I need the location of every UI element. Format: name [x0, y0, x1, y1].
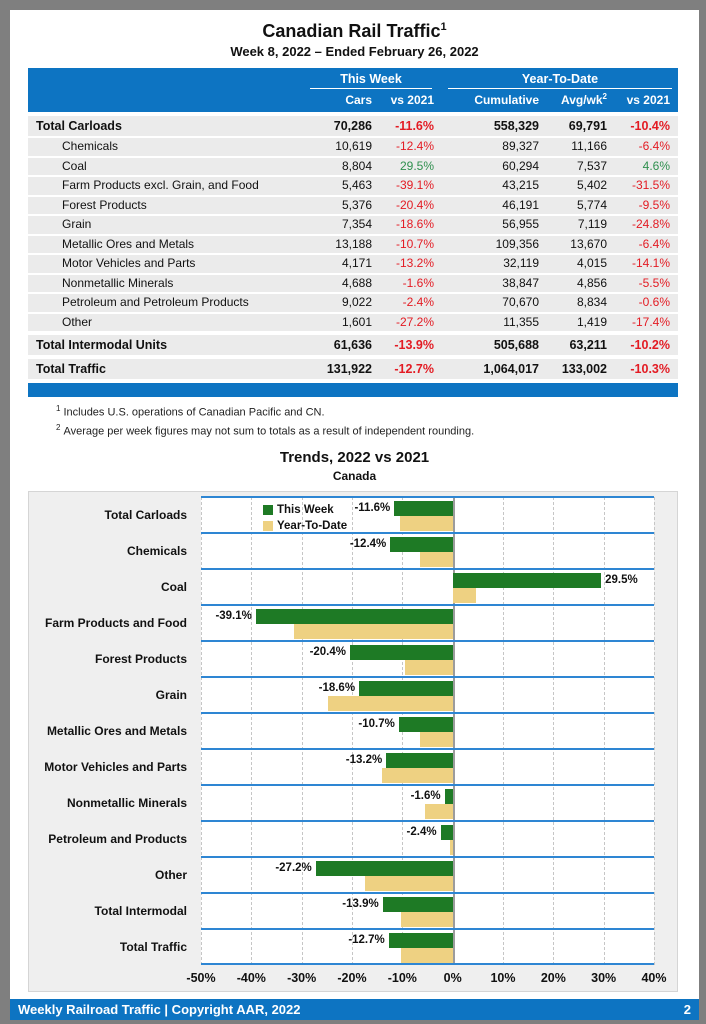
category-label: Chemicals — [126, 544, 187, 559]
column-header-cumulative: Cumulative — [474, 93, 539, 107]
row-label: Total Traffic — [36, 362, 106, 376]
table-body — [28, 116, 678, 379]
cell-vs2021-ytd: -10.3% — [630, 362, 670, 376]
ytd-bar — [401, 912, 452, 927]
this-week-bar — [386, 753, 452, 768]
cell-vs2021-ytd: -0.6% — [638, 295, 670, 309]
category-label: Metallic Ores and Metals — [46, 724, 187, 739]
cell-cars: 1,601 — [341, 314, 372, 329]
cell-vs2021-week: -2.4% — [402, 295, 434, 309]
category-label: Other — [154, 868, 187, 883]
axis-tick-label: -30% — [287, 971, 317, 986]
column-header-vs2021-week: vs 2021 — [390, 93, 434, 107]
cell-cumulative: 38,847 — [502, 275, 539, 290]
cell-avg-wk: 4,856 — [576, 275, 607, 290]
cell-cumulative: 70,670 — [502, 295, 539, 309]
table-column-header-row — [28, 89, 678, 107]
category-label: Nonmetallic Minerals — [66, 796, 187, 811]
ytd-bar — [420, 552, 452, 567]
column-header-cars: Cars — [345, 93, 372, 107]
cell-vs2021-ytd: -14.1% — [631, 256, 670, 270]
cell-avg-wk: 11,166 — [571, 139, 607, 153]
table-row — [28, 158, 678, 176]
page-title — [10, 21, 699, 42]
bar-value-label: -13.9% — [342, 898, 379, 911]
legend-swatch-icon — [263, 521, 273, 531]
axis-tick-label: 10% — [490, 971, 516, 986]
row-label: Farm Products excl. Grain, and Food — [62, 178, 259, 192]
ytd-bar — [420, 732, 452, 747]
bar-value-label: -11.6% — [354, 502, 391, 515]
table-row — [28, 116, 678, 136]
ytd-bar — [328, 696, 453, 711]
row-label: Grain — [62, 217, 92, 231]
bar-value-label: -18.6% — [318, 682, 356, 695]
axis-tick-label: -10% — [387, 971, 417, 986]
cell-avg-wk: 5,402 — [576, 178, 607, 192]
row-separator — [201, 640, 654, 642]
row-label: Nonmetallic Minerals — [62, 275, 174, 290]
cell-vs2021-week: -1.6% — [402, 275, 434, 290]
cell-avg-wk: 69,791 — [568, 119, 607, 133]
page-title-text: Canadian Rail Traffic — [262, 21, 441, 41]
bar-value-label: -39.1% — [215, 610, 252, 623]
row-separator — [201, 820, 654, 822]
cell-cars: 4,171 — [341, 256, 372, 270]
table-row — [28, 255, 678, 273]
cell-vs2021-week: -27.2% — [395, 314, 434, 329]
bar-value-label: 29.5% — [605, 574, 638, 587]
table-row — [28, 177, 678, 195]
category-label: Farm Products and Food — [44, 616, 187, 631]
category-label: Coal — [160, 580, 187, 595]
cell-cumulative: 43,215 — [502, 178, 539, 192]
axis-tick-label: 30% — [591, 971, 617, 986]
cell-vs2021-ytd: -6.4% — [638, 139, 670, 153]
row-separator — [201, 784, 654, 786]
category-label: Total Carloads — [104, 508, 187, 523]
table-row — [28, 314, 678, 332]
cell-avg-wk: 7,119 — [577, 217, 607, 231]
row-label: Chemicals — [62, 139, 119, 153]
this-week-bar — [350, 645, 453, 660]
table-row — [28, 294, 678, 312]
category-label: Motor Vehicles and Parts — [44, 760, 187, 775]
ytd-bar — [453, 588, 476, 603]
cell-cumulative: 558,329 — [493, 119, 539, 133]
table-end-bar — [28, 383, 678, 397]
legend-item-this-week — [263, 502, 347, 518]
row-separator — [201, 748, 654, 750]
legend-label: Year-To-Date — [277, 520, 348, 533]
table-header — [28, 68, 678, 112]
this-week-bar — [441, 825, 453, 840]
cell-cumulative: 60,294 — [502, 158, 539, 173]
cell-cars: 131,922 — [326, 362, 372, 376]
cell-vs2021-week: -39.1% — [395, 178, 434, 192]
axis-tick-label: -40% — [236, 971, 266, 986]
avg-wk-footnote-marker: 2 — [602, 92, 607, 101]
ytd-bar — [405, 660, 453, 675]
table-row — [28, 359, 678, 379]
axis-tick-label: -20% — [337, 971, 367, 986]
cell-vs2021-week: -12.4% — [395, 139, 434, 153]
row-separator — [201, 856, 654, 858]
cell-cars: 4,688 — [341, 275, 372, 290]
cell-vs2021-ytd: -5.5% — [638, 275, 670, 290]
axis-tick-label: 20% — [540, 971, 566, 986]
ytd-bar — [425, 804, 453, 819]
cell-avg-wk: 4,015 — [576, 256, 607, 270]
cell-cars: 5,463 — [341, 178, 372, 192]
cell-vs2021-ytd: -9.5% — [638, 197, 670, 212]
chart-subtitle: Canada — [332, 469, 377, 484]
row-separator — [201, 963, 654, 965]
footnote-marker: 1 — [56, 404, 61, 413]
cell-vs2021-week: -13.2% — [395, 256, 434, 270]
this-week-bar — [399, 717, 453, 732]
cell-vs2021-week: -20.4% — [395, 197, 434, 212]
ytd-bar — [400, 516, 452, 531]
cell-vs2021-week: -13.9% — [394, 338, 434, 352]
cell-vs2021-week: 29.5% — [399, 158, 434, 173]
row-label: Petroleum and Petroleum Products — [62, 295, 249, 309]
category-label: Petroleum and Products — [48, 832, 187, 847]
cell-avg-wk: 133,002 — [561, 362, 607, 376]
table-row — [28, 275, 678, 293]
axis-tick-label: -50% — [186, 971, 216, 986]
cell-cumulative: 56,955 — [502, 217, 539, 231]
cell-vs2021-ytd: -10.2% — [630, 338, 670, 352]
legend-label: This Week — [277, 504, 334, 517]
trends-bar-chart — [28, 491, 678, 992]
chart-plot-area — [201, 497, 654, 965]
this-week-bar — [359, 681, 453, 696]
cell-avg-wk: 7,537 — [576, 158, 607, 173]
footnote-text: Average per week figures may not sum to totals as a result of independent rounding. — [63, 425, 475, 438]
cell-vs2021-ytd: -10.4% — [630, 119, 670, 133]
footnote — [56, 423, 699, 438]
category-label: Grain — [155, 688, 187, 703]
this-week-bar — [256, 609, 453, 624]
cell-vs2021-ytd: -17.4% — [631, 314, 670, 329]
title-footnote-marker: 1 — [440, 21, 447, 33]
legend-swatch-icon — [263, 505, 273, 515]
row-separator — [201, 892, 654, 894]
row-label: Total Intermodal Units — [36, 338, 168, 352]
group-header-ytd: Year-To-Date — [448, 72, 672, 89]
this-week-bar — [453, 573, 601, 588]
axis-tick-label: 40% — [641, 971, 667, 986]
this-week-bar — [390, 537, 452, 552]
cell-cars: 9,022 — [341, 295, 372, 309]
bar-value-label: -10.7% — [358, 718, 395, 731]
bar-value-label: -1.6% — [410, 790, 441, 803]
page-subtitle: Week 8, 2022 – Ended February 26, 2022 — [230, 44, 479, 59]
ytd-bar — [294, 624, 453, 639]
axis-tick-label: 0% — [443, 971, 462, 986]
chart-title: Trends, 2022 vs 2021 — [279, 449, 430, 467]
cell-cars: 7,354 — [341, 217, 372, 231]
cell-vs2021-ytd: -6.4% — [638, 236, 670, 251]
table-row — [28, 138, 678, 156]
footnote-marker: 2 — [56, 422, 61, 432]
cell-cars: 13,188 — [335, 236, 372, 251]
this-week-bar — [383, 897, 453, 912]
ytd-bar — [365, 876, 453, 891]
cell-cars: 61,636 — [333, 338, 372, 352]
column-header-vs2021-ytd: vs 2021 — [626, 93, 670, 107]
cell-cumulative: 46,191 — [502, 197, 539, 212]
footnotes — [56, 404, 699, 437]
table-row — [28, 197, 678, 215]
row-label: Other — [62, 314, 93, 329]
this-week-bar — [394, 501, 452, 516]
row-separator — [201, 568, 654, 570]
cell-vs2021-ytd: 4.6% — [642, 158, 670, 173]
row-separator — [201, 712, 654, 714]
avg-wk-text: Avg/wk — [560, 93, 603, 107]
bar-value-label: -27.2% — [275, 862, 312, 875]
category-label: Total Traffic — [119, 940, 187, 955]
cell-cumulative: 109,356 — [495, 236, 539, 251]
row-label: Metallic Ores and Metals — [62, 236, 195, 251]
ytd-bar — [401, 948, 453, 963]
cell-vs2021-week: -11.6% — [395, 119, 434, 133]
cell-vs2021-week: -18.6% — [395, 217, 434, 231]
bar-value-label: -20.4% — [309, 646, 346, 659]
cell-cumulative: 505,688 — [493, 338, 539, 352]
cell-cars: 70,286 — [333, 119, 372, 133]
cell-avg-wk: 5,774 — [576, 197, 607, 212]
bar-value-label: -12.4% — [349, 538, 387, 551]
cell-avg-wk: 8,834 — [576, 295, 607, 309]
traffic-table — [28, 68, 678, 397]
cell-vs2021-ytd: -24.8% — [631, 217, 670, 231]
gridline — [654, 497, 655, 965]
cell-avg-wk: 63,211 — [569, 338, 607, 352]
row-separator — [201, 496, 654, 498]
cell-avg-wk: 1,419 — [576, 314, 607, 329]
column-header-avg-wk — [547, 89, 615, 107]
this-week-bar — [316, 861, 453, 876]
footer-page-number: 2 — [683, 1002, 691, 1017]
group-header-this-week: This Week — [310, 72, 432, 89]
report-page — [10, 10, 699, 1020]
cell-vs2021-week: -10.7% — [395, 236, 434, 251]
row-separator — [201, 604, 654, 606]
cell-cumulative: 32,119 — [503, 256, 539, 270]
footnote-text: Includes U.S. operations of Canadian Pacific and CN. — [63, 406, 325, 419]
category-label: Forest Products — [94, 652, 187, 667]
cell-cars: 10,619 — [335, 139, 372, 153]
cell-cars: 8,804 — [341, 158, 372, 173]
row-label: Coal — [62, 158, 87, 173]
cell-cumulative: 89,327 — [502, 139, 539, 153]
cell-cumulative: 11,355 — [503, 314, 539, 329]
bar-value-label: -2.4% — [406, 826, 437, 839]
chart-legend — [263, 502, 347, 534]
row-label: Forest Products — [62, 197, 147, 212]
table-group-header-row — [28, 72, 678, 89]
row-separator — [201, 676, 654, 678]
row-label: Total Carloads — [36, 119, 122, 133]
row-separator — [201, 532, 654, 534]
this-week-bar — [445, 789, 453, 804]
footer-text: Weekly Railroad Traffic | Copyright AAR, 2022 — [18, 1002, 301, 1017]
chart-x-axis — [186, 968, 667, 992]
ytd-bar — [450, 840, 453, 855]
footnote — [56, 404, 699, 419]
category-label: Total Intermodal — [94, 904, 187, 919]
this-week-bar — [389, 933, 453, 948]
cell-vs2021-week: -12.7% — [394, 362, 434, 376]
cell-vs2021-ytd: -31.5% — [631, 178, 670, 192]
table-row — [28, 236, 678, 254]
row-separator — [201, 928, 654, 930]
bar-value-label: -13.2% — [345, 754, 383, 767]
ytd-bar — [382, 768, 453, 783]
table-row — [28, 216, 678, 234]
cell-avg-wk: 13,670 — [570, 236, 607, 251]
bar-value-label: -12.7% — [348, 934, 385, 947]
row-label: Motor Vehicles and Parts — [62, 256, 196, 270]
cell-cumulative: 1,064,017 — [483, 362, 539, 376]
footer-bar — [10, 999, 699, 1020]
table-row — [28, 335, 678, 355]
cell-cars: 5,376 — [341, 197, 372, 212]
